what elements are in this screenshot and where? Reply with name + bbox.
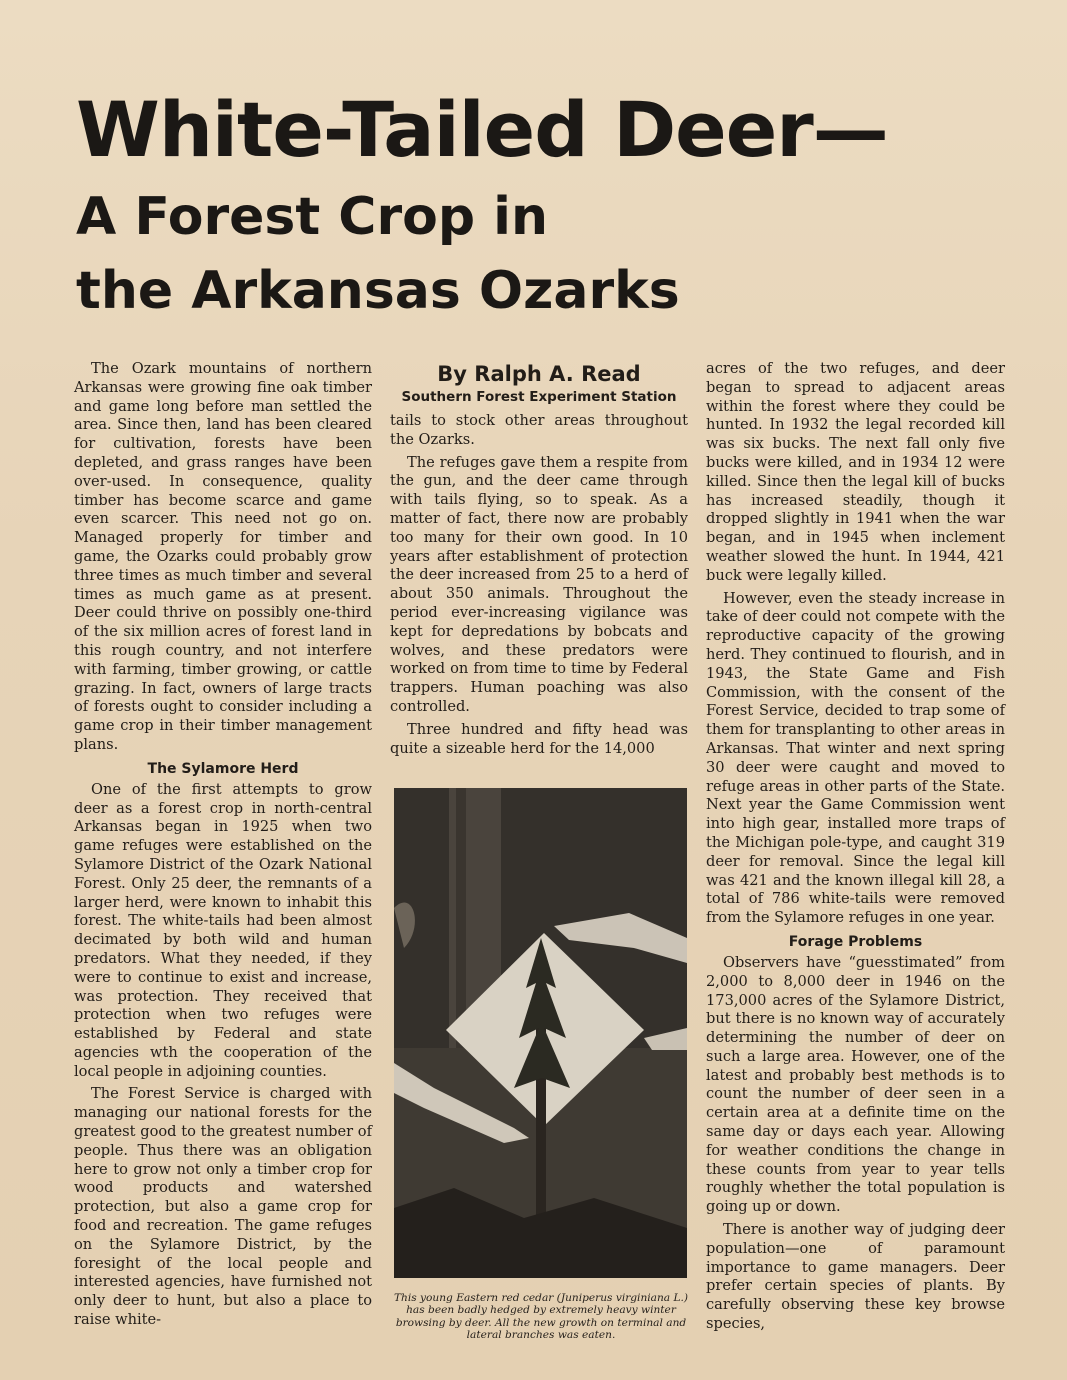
column-2 xyxy=(390,360,688,762)
photo-caption: This young Eastern red cedar (Juniperus virginiana L.) has been badly hedged by extremely heavy winter browsing by deer. All the new growth on terminal and lateral branches was eaten. xyxy=(393,1292,689,1342)
column-3 xyxy=(706,360,1005,1338)
title-line-1: White-Tailed Deer— xyxy=(76,85,888,174)
section-heading-forage-problems: Forage Problems xyxy=(788,933,923,950)
section-heading-sylamore-herd: The Sylamore Herd xyxy=(147,760,299,777)
paragraph: There is another way of judging deer population—one of paramount importance to game managers. Deer prefer certain species of plants. By carefully observing these key browse species, xyxy=(706,1221,1005,1333)
title-line-2: A Forest Crop in xyxy=(76,187,549,247)
cedar-photo-illustration xyxy=(394,788,687,1278)
cedar-photo xyxy=(394,788,687,1278)
byline xyxy=(390,360,688,406)
paragraph: One of the first attempts to grow deer as a forest crop in north-central Arkansas began in 1925 when two game refuges were established on the Sylamore District of the Ozark National Forest. Only 25 deer, the remnants of a larger herd, were known to inhabit this forest. The white-tails had been almost decimated by both wild and human predators. What they needed, if they were to continue to exist and increase, was protection. They received that protection when two refuges were established by Federal and state agencies wth the cooperation of the local people in adjoining counties. xyxy=(74,780,372,1080)
column-1 xyxy=(74,360,372,1334)
article-title xyxy=(76,82,976,328)
author-name: By Ralph A. Read xyxy=(437,362,641,386)
paragraph: However, even the steady increase in take of deer could not compete with the reproductive capacity of the growing herd. They continued to flourish, and in 1943, the State Game and Fish Commission, with the consent of the Forest Service, decided to trap some of them for transplanting to other areas in Arkansas. That winter and next spring 30 deer were caught and moved to refuge areas in other parts of the State. Next year the Game Commission went into high gear, installed more traps of the Michigan pole-type, and caught 319 deer for removal. Since the legal kill was 421 and the known illegal kill 28, a total of 786 white-tails were removed from the Sylamore refuges in one year. xyxy=(706,589,1005,927)
paragraph: Three hundred and fifty head was quite a sizeable herd for the 14,000 xyxy=(390,720,688,757)
author-affiliation: Southern Forest Experiment Station xyxy=(401,389,677,405)
paragraph: The Forest Service is charged with managing our national forests for the greatest good to the greatest number of people. Thus there was an obligation here to grow not only a timber crop for wood products and watershed protection, but also a game crop for food and recreation. The game refuges on the Sylamore District, by the foresight of the local people and interested agencies, have furnished not only deer to hunt, but also a place to raise white- xyxy=(74,1085,372,1329)
paragraph: The Ozark mountains of northern Arkansas were growing fine oak timber and game long before man settled the area. Since then, land has been cleared for cultivation, forests have been depleted, and grass ranges have been over-used. In consequence, quality timber has become scarce and game even scarcer. This need not go on. Managed properly for timber and game, the Ozarks could probably grow three times as much timber and several times as much game as at present. Deer could thrive on possibly one-third of the six million acres of forest land in this rough country, and not interfere with farming, timber growing, or cattle grazing. In fact, owners of large tracts of forests ought to consider including a game crop in their timber management plans. xyxy=(74,360,372,753)
title-line-3: the Arkansas Ozarks xyxy=(76,261,680,321)
paragraph: Observers have “guesstimated” from 2,000 to 8,000 deer in 1946 on the 173,000 acres of the Sylamore District, but there is no known way of accurately determining the number of deer on such a large area. However, one of the latest and probably best methods is to count the number of deer seen in a certain area at a definite time on the same day or days each year. Allowing for weather conditions the change in these counts from year to year tells roughly whether the total population is going up or down. xyxy=(706,953,1005,1216)
paragraph: acres of the two refuges, and deer began to spread to adjacent areas within the forest where they could be hunted. In 1932 the legal recorded kill was six bucks. The next fall only five bucks were killed, and in 1934 12 were killed. Since then the legal kill of bucks has increased steadily, though it dropped slightly in 1941 when the war began, and in 1945 when inclement weather slowed the hunt. In 1944, 421 buck were legally killed. xyxy=(706,360,1005,584)
paragraph: tails to stock other areas throughout the Ozarks. xyxy=(390,412,688,448)
paragraph: The refuges gave them a respite from the gun, and the deer came through with tails flying, so to speak. As a matter of fact, there now are probably too many for their own good. In 10 years after establishment of protection the deer increased from 25 to a herd of about 350 animals. Throughout the period ever-increasing vigilance was kept for depredations by bobcats and wolves, and these predators were worked on from time to time by Federal trappers. Human poaching was also controlled. xyxy=(390,453,688,715)
